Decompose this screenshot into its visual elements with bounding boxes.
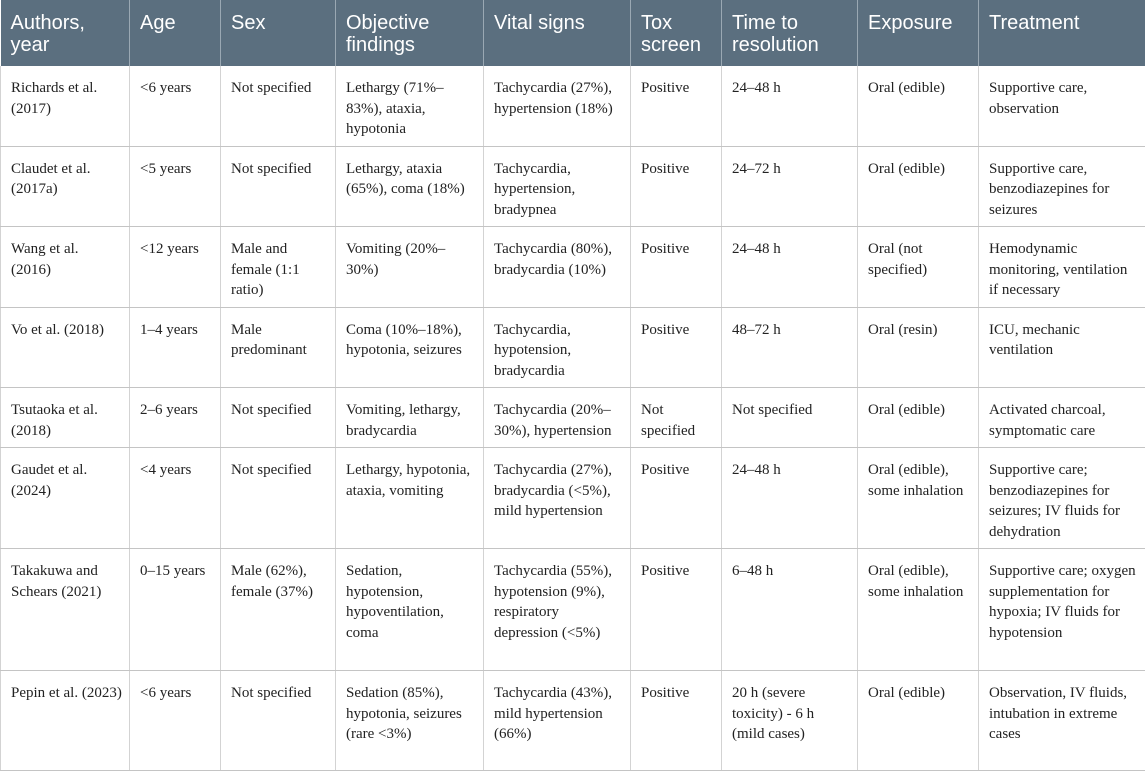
header-time-to-resolution: Time to resolution (722, 0, 858, 66)
cell-sex: Not specified (221, 671, 336, 771)
header-exposure: Exposure (858, 0, 979, 66)
table-row (1, 388, 1145, 448)
cell-tox-screen: Positive (631, 448, 722, 549)
cell-vital-signs: Tachycardia (55%), hypotension (9%), respiratory depression (<5%) (484, 549, 631, 671)
cell-exposure: Oral (edible) (858, 388, 979, 448)
cell-objective-findings: Lethargy (71%–83%), ataxia, hypotonia (336, 66, 484, 146)
table-row (1, 146, 1145, 227)
cell-exposure: Oral (edible) (858, 146, 979, 227)
cell-objective-findings: Lethargy, hypotonia, ataxia, vomiting (336, 448, 484, 549)
cell-sex: Not specified (221, 388, 336, 448)
cell-sex: Not specified (221, 448, 336, 549)
cell-time-to-resolution: 24–48 h (722, 227, 858, 308)
table-row (1, 671, 1145, 771)
cell-vital-signs: Tachycardia (20%–30%), hypertension (484, 388, 631, 448)
cell-objective-findings: Vomiting (20%–30%) (336, 227, 484, 308)
cell-authors: Tsutaoka et al. (2018) (1, 388, 130, 448)
cell-authors: Wang et al. (2016) (1, 227, 130, 308)
cell-vital-signs: Tachycardia, hypotension, bradycardia (484, 307, 631, 388)
cell-vital-signs: Tachycardia (43%), mild hypertension (66%) (484, 671, 631, 771)
cell-authors: Richards et al. (2017) (1, 66, 130, 146)
cell-tox-screen: Positive (631, 549, 722, 671)
cell-time-to-resolution: 20 h (severe toxicity) - 6 h (mild cases) (722, 671, 858, 771)
cell-tox-screen: Positive (631, 146, 722, 227)
cell-objective-findings: Sedation (85%), hypotonia, seizures (rare <3%) (336, 671, 484, 771)
cell-authors: Pepin et al. (2023) (1, 671, 130, 771)
cell-treatment: Supportive care; oxygen supplementation for hypoxia; IV fluids for hypotension (979, 549, 1145, 671)
cell-time-to-resolution: 48–72 h (722, 307, 858, 388)
cell-treatment: Supportive care, observation (979, 66, 1145, 146)
header-row (1, 0, 1145, 66)
table-row (1, 66, 1145, 146)
cell-vital-signs: Tachycardia (80%), bradycardia (10%) (484, 227, 631, 308)
cell-time-to-resolution: 24–72 h (722, 146, 858, 227)
table-row (1, 549, 1145, 671)
header-treatment: Treatment (979, 0, 1145, 66)
cell-treatment: Hemodynamic monitoring, ventilation if necessary (979, 227, 1145, 308)
cell-vital-signs: Tachycardia, hypertension, bradypnea (484, 146, 631, 227)
cell-exposure: Oral (resin) (858, 307, 979, 388)
cell-objective-findings: Vomiting, lethargy, bradycardia (336, 388, 484, 448)
cell-time-to-resolution: 24–48 h (722, 448, 858, 549)
cell-exposure: Oral (edible) (858, 671, 979, 771)
cell-sex: Male (62%), female (37%) (221, 549, 336, 671)
cell-time-to-resolution: 24–48 h (722, 66, 858, 146)
cell-objective-findings: Lethargy, ataxia (65%), coma (18%) (336, 146, 484, 227)
header-authors: Authors, year (1, 0, 130, 66)
cell-treatment: Observation, IV fluids, intubation in extreme cases (979, 671, 1145, 771)
cell-sex: Not specified (221, 66, 336, 146)
header-sex: Sex (221, 0, 336, 66)
cell-treatment: Supportive care; benzodiazepines for seizures; IV fluids for dehydration (979, 448, 1145, 549)
cell-age: <5 years (130, 146, 221, 227)
cell-age: <4 years (130, 448, 221, 549)
table-row (1, 307, 1145, 388)
cell-objective-findings: Coma (10%–18%), hypotonia, seizures (336, 307, 484, 388)
cell-age: <6 years (130, 66, 221, 146)
cell-time-to-resolution: Not specified (722, 388, 858, 448)
cell-time-to-resolution: 6–48 h (722, 549, 858, 671)
cell-exposure: Oral (not specified) (858, 227, 979, 308)
cell-treatment: Supportive care, benzodiazepines for seizures (979, 146, 1145, 227)
cell-tox-screen: Not specified (631, 388, 722, 448)
cell-authors: Vo et al. (2018) (1, 307, 130, 388)
cell-vital-signs: Tachycardia (27%), hypertension (18%) (484, 66, 631, 146)
cell-sex: Not specified (221, 146, 336, 227)
cell-authors: Gaudet et al. (2024) (1, 448, 130, 549)
cell-exposure: Oral (edible), some inhalation (858, 448, 979, 549)
cell-exposure: Oral (edible) (858, 66, 979, 146)
header-tox-screen: Tox screen (631, 0, 722, 66)
cell-authors: Claudet et al. (2017a) (1, 146, 130, 227)
cell-treatment: ICU, mechanic ventilation (979, 307, 1145, 388)
cell-tox-screen: Positive (631, 671, 722, 771)
header-vital-signs: Vital signs (484, 0, 631, 66)
table-row (1, 448, 1145, 549)
cell-age: 0–15 years (130, 549, 221, 671)
cell-tox-screen: Positive (631, 66, 722, 146)
cell-exposure: Oral (edible), some inhalation (858, 549, 979, 671)
header-objective-findings: Objective findings (336, 0, 484, 66)
cell-sex: Male and female (1:1 ratio) (221, 227, 336, 308)
cell-age: <12 years (130, 227, 221, 308)
cell-vital-signs: Tachycardia (27%), bradycardia (<5%), mild hypertension (484, 448, 631, 549)
cell-age: 1–4 years (130, 307, 221, 388)
cell-authors: Takakuwa and Schears (2021) (1, 549, 130, 671)
cell-objective-findings: Sedation, hypotension, hypoventilation, coma (336, 549, 484, 671)
cell-tox-screen: Positive (631, 307, 722, 388)
table-row (1, 227, 1145, 308)
cell-age: <6 years (130, 671, 221, 771)
header-age: Age (130, 0, 221, 66)
cell-treatment: Activated charcoal, symptomatic care (979, 388, 1145, 448)
cell-age: 2–6 years (130, 388, 221, 448)
cell-tox-screen: Positive (631, 227, 722, 308)
cell-sex: Male predominant (221, 307, 336, 388)
